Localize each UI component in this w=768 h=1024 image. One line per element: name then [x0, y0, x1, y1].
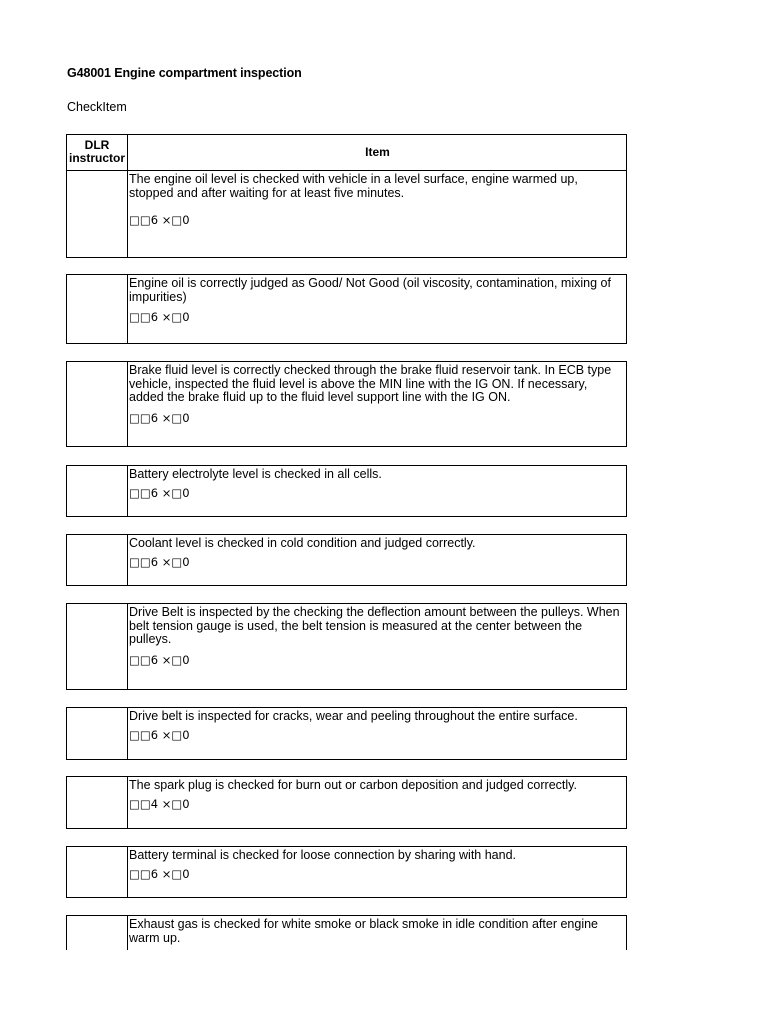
- header-col-left: [67, 135, 128, 170]
- table-header: [66, 134, 627, 171]
- instructor-cell[interactable]: [67, 916, 128, 950]
- check-item-1: [66, 170, 627, 258]
- item-cell: [129, 275, 626, 343]
- instructor-cell[interactable]: [67, 171, 128, 257]
- item-cell: [129, 708, 626, 759]
- item-cell: [129, 362, 626, 446]
- section-label: CheckItem: [67, 100, 127, 114]
- instructor-cell[interactable]: [67, 847, 128, 897]
- check-item-9: [66, 846, 627, 898]
- item-text: Drive Belt is inspected by the checking the deflection amount between the pulleys. When belt tension gauge is used, the belt tension is measured at the center between the pulleys.: [129, 605, 620, 646]
- check-item-2: [66, 274, 627, 344]
- check-item-6: [66, 603, 627, 690]
- item-cell: [129, 171, 626, 257]
- item-score: □□6 ×□0: [129, 554, 190, 569]
- item-text: Engine oil is correctly judged as Good/ Not Good (oil viscosity, contamination, mixing of impurities): [129, 276, 611, 304]
- item-cell: [129, 466, 626, 516]
- item-cell: [129, 535, 626, 585]
- item-score: □□6 ×□0: [129, 213, 190, 227]
- instructor-cell[interactable]: [67, 362, 128, 446]
- item-header: Item: [365, 145, 390, 159]
- item-score: □□6 ×□0: [129, 652, 190, 667]
- instructor-cell[interactable]: [67, 535, 128, 585]
- header-col-right: [129, 135, 626, 170]
- check-item-4: [66, 465, 627, 517]
- instructor-cell[interactable]: [67, 604, 128, 689]
- item-score: □□6 ×□0: [129, 310, 190, 324]
- item-score: □□6 ×□0: [129, 866, 190, 881]
- item-score: □□6 ×□0: [129, 727, 190, 742]
- instructor-cell[interactable]: [67, 708, 128, 759]
- dlr-instructor-header: DLR instructor: [68, 138, 125, 165]
- item-text: The engine oil level is checked with vehicle in a level surface, engine warmed up, stopped and after waiting for at least five minutes.: [129, 172, 578, 200]
- instructor-cell[interactable]: [67, 777, 128, 828]
- item-score: □□4 ×□0: [129, 796, 190, 811]
- check-item-10: [66, 915, 627, 950]
- check-item-5: [66, 534, 627, 586]
- item-score: □□6 ×□0: [129, 410, 190, 425]
- instructor-cell[interactable]: [67, 275, 128, 343]
- item-text: Exhaust gas is checked for white smoke or black smoke in idle condition after engine warm up.: [129, 917, 598, 945]
- item-text: Battery electrolyte level is checked in all cells.: [129, 467, 382, 481]
- check-item-3: [66, 361, 627, 447]
- item-cell: [129, 777, 626, 828]
- item-text: Brake fluid level is correctly checked through the brake fluid reservoir tank. In ECB type vehicle, inspected the fluid level is above the MIN line with the IG ON. If necessary, added the brake fluid up to the fluid level support line with the IG ON.: [129, 363, 612, 404]
- item-text: The spark plug is checked for burn out or carbon deposition and judged correctly.: [129, 778, 577, 792]
- item-text: Coolant level is checked in cold condition and judged correctly.: [129, 536, 476, 550]
- document-title: G48001 Engine compartment inspection: [67, 66, 302, 80]
- item-cell: [129, 604, 626, 689]
- item-cell: [129, 916, 626, 950]
- check-item-8: [66, 776, 627, 829]
- item-cell: [129, 847, 626, 897]
- item-text: Battery terminal is checked for loose connection by sharing with hand.: [129, 848, 517, 862]
- item-text: Drive belt is inspected for cracks, wear and peeling throughout the entire surface.: [129, 709, 578, 723]
- item-score: □□6 ×□0: [129, 485, 190, 500]
- check-item-7: [66, 707, 627, 760]
- instructor-cell[interactable]: [67, 466, 128, 516]
